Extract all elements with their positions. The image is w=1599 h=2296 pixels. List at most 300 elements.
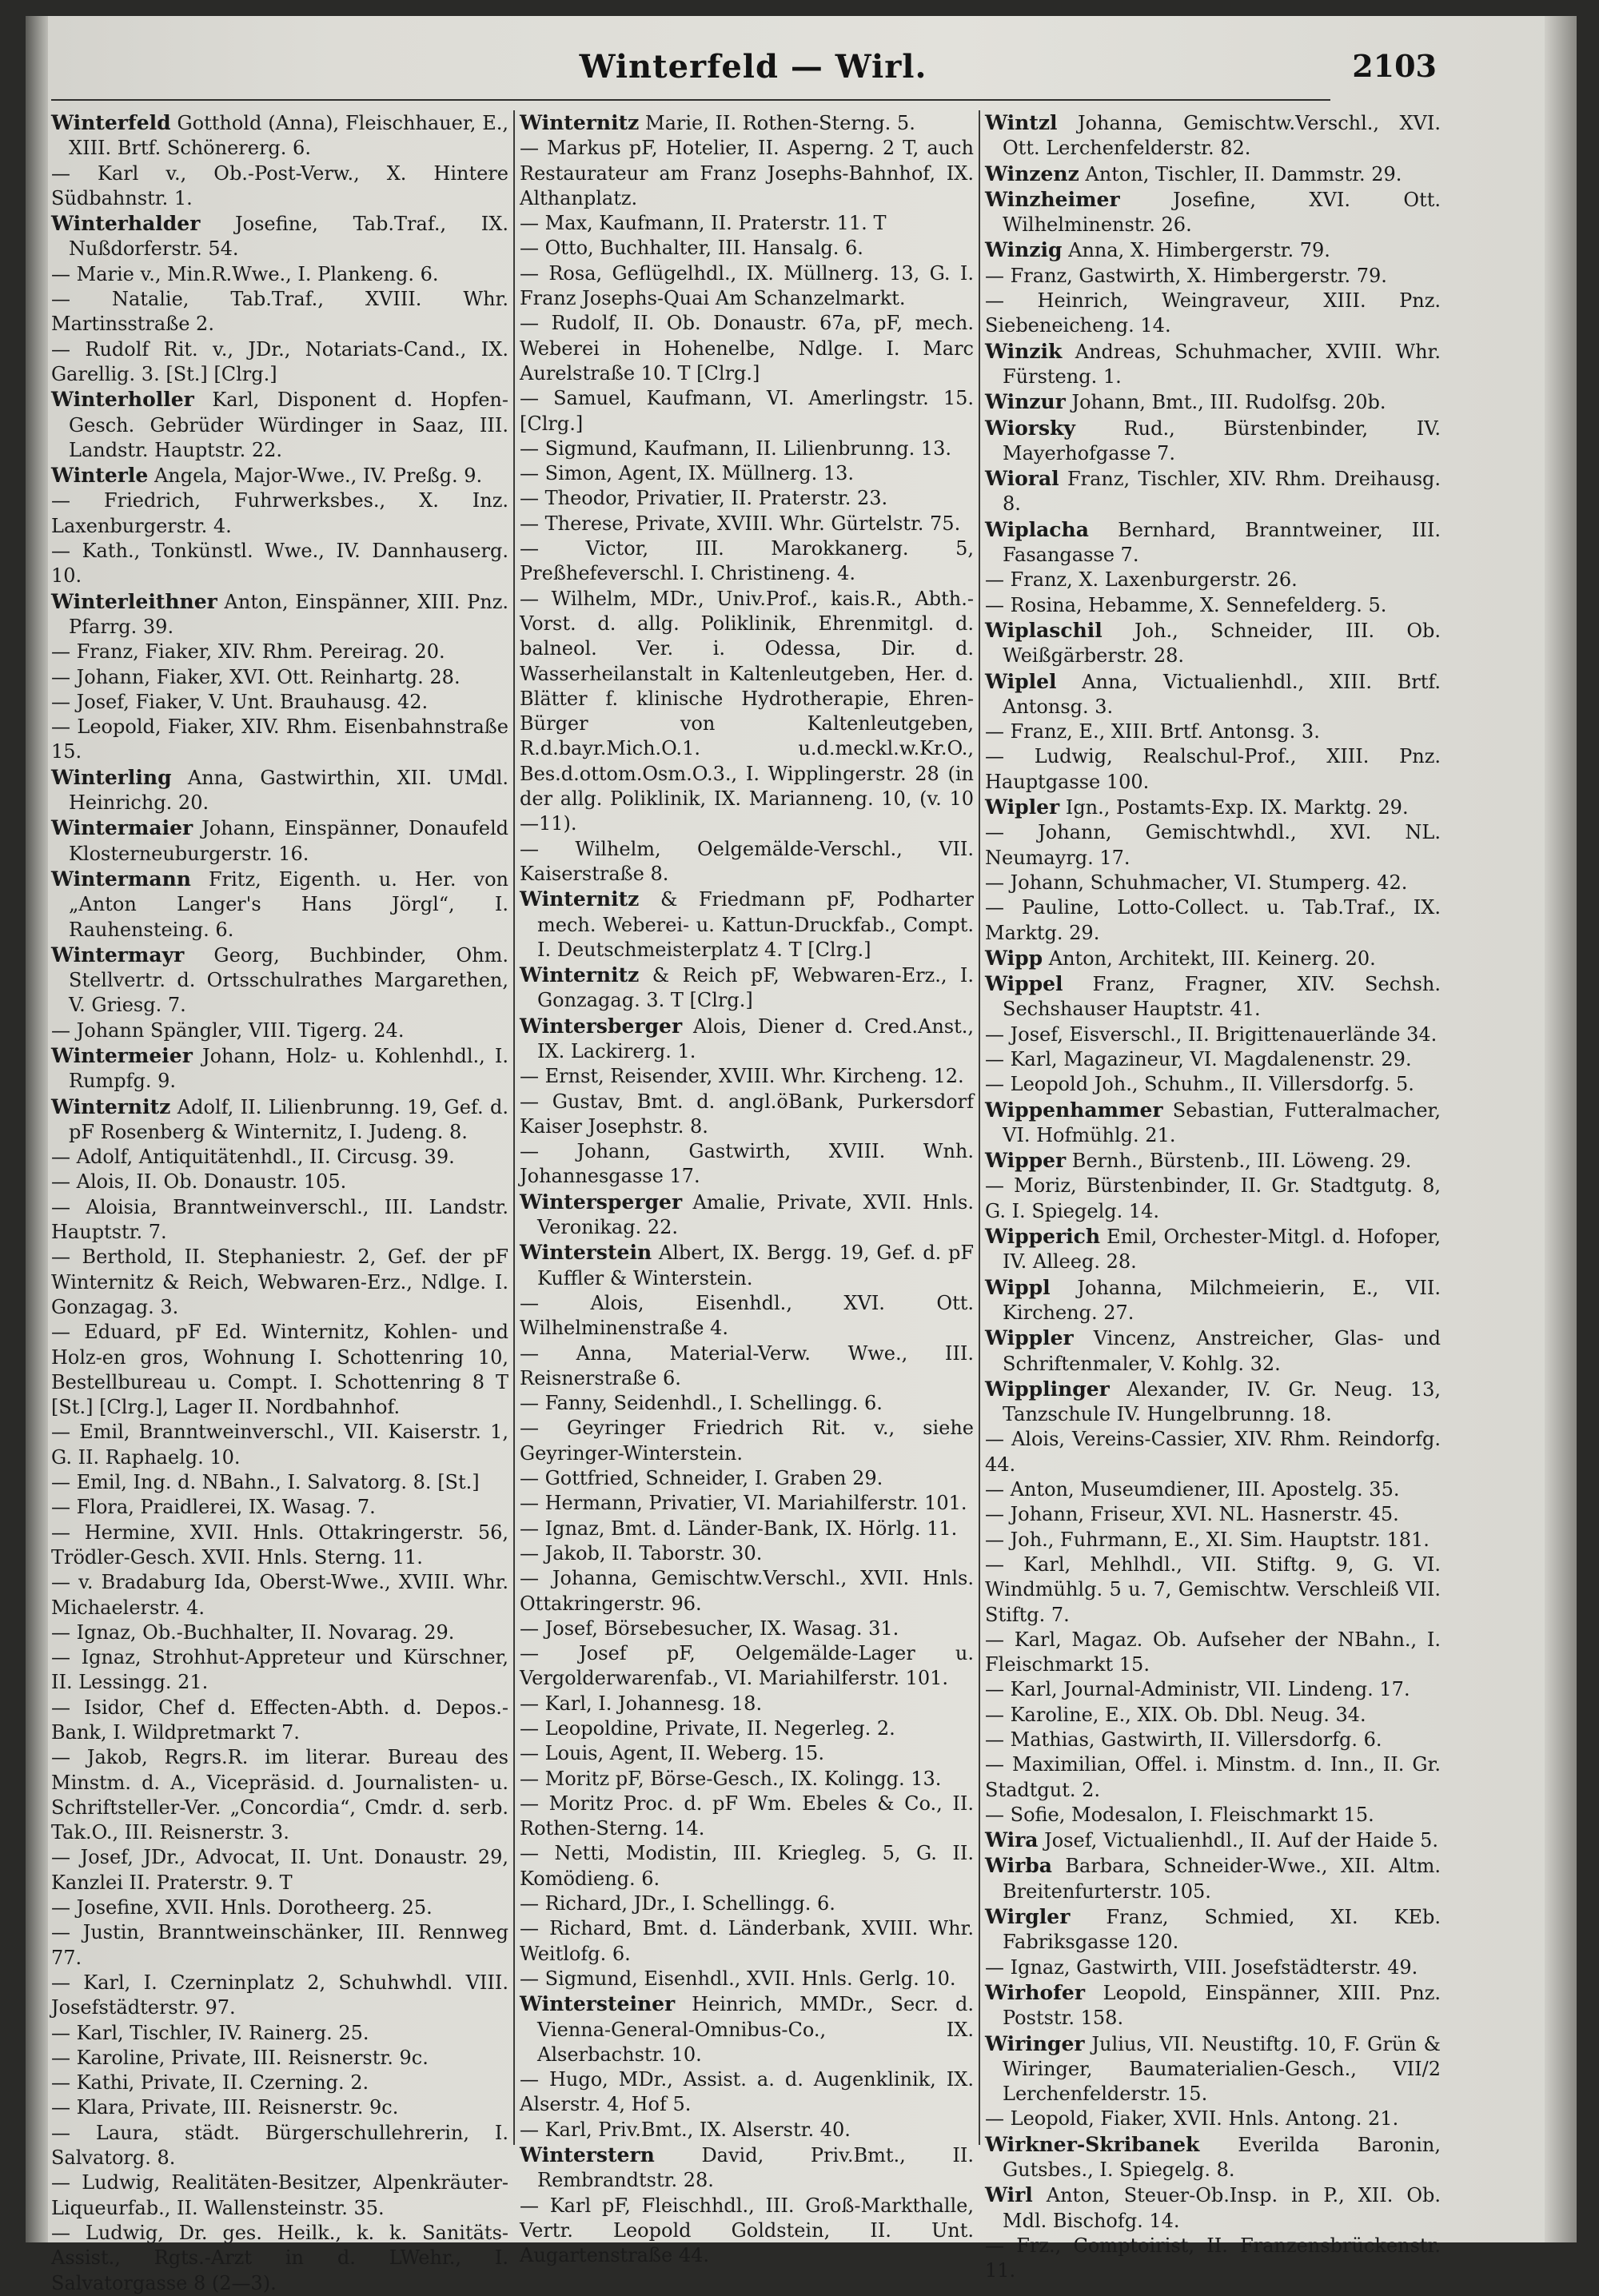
entry-text: — Eduard, pF Ed. Winternitz, Kohlen- und Holz-en gros, Wohnung I. Schottenring 10, Bestellbureau u. Compt. I. Schottenring 8 T [St.] [Clrg.], Lager II. Nordbahnhof. (51, 1321, 508, 1419)
entry-text: — Leopoldine, Private, II. Negerleg. 2. (520, 1717, 895, 1740)
entry-text: — Mathias, Gastwirth, II. Villersdorfg. 6. (985, 1728, 1382, 1751)
directory-entry-header (520, 2143, 974, 2194)
entry-text: — Ludwig, Dr. ges. Heilk., k. k. Sanitäts-Assist., Rgts.-Arzt in d. LWehr., I. Salvatorgasse 8 (2—3). (51, 2221, 508, 2294)
directory-entry (520, 1341, 974, 1392)
directory-entry (520, 2194, 974, 2269)
directory-entry (51, 1696, 508, 1746)
entry-text: — Wilhelm, MDr., Univ.Prof., kais.R., Abth.-Vorst. d. allg. Poliklinik, Ehrenmitgl. d. balneol. Ver. i. Odessa, Dir. d. Wasserheilanstalt in Kaltenleutgeben, Her. d. Blätter f. klinische Hydrotherapie, Ehren-Bürger von Kaltenleutgeben, R.d.bayr.Mich.O.1. u.d.meckl.w.Kr.O., Bes.d.ottom.Osm.O.3., I. Wipplingerstr. 28 (in der allg. Poliklinik, IX. Marianneng. 10, (v. 10—11). (520, 587, 974, 835)
directory-entry (51, 1745, 508, 1845)
entry-text: — Max, Kaufmann, II. Praterstr. 11. T (520, 212, 887, 235)
entry-text: Barbara, Schneider-Wwe., XII. Altm. Breitenfurterstr. 105. (1003, 1855, 1441, 1903)
directory-entry-header (985, 2031, 1441, 2107)
entry-text: — Victor, III. Marokkanerg. 5, Preßhefeverschl. I. Christineng. 4. (520, 537, 974, 585)
entry-text: — Karl, I. Johannesg. 18. (520, 1692, 763, 1715)
entry-text: — Karoline, E., XIX. Ob. Dbl. Neug. 34. (985, 1703, 1366, 1726)
directory-entry (520, 2118, 974, 2143)
entry-surname: Wintermeier (51, 1043, 193, 1067)
directory-entry-header (51, 1094, 508, 1146)
entry-surname: Wirba (985, 1854, 1052, 1878)
directory-entry (520, 587, 974, 837)
directory-entry (51, 1018, 508, 1043)
entry-text: — Sigmund, Eisenhdl., XVII. Hnls. Gerlg. 10. (520, 1967, 956, 1990)
directory-entry (51, 488, 508, 539)
directory-entry (985, 744, 1441, 795)
directory-entry-header (985, 795, 1441, 820)
entry-text: — Karl, Magaz. Ob. Aufseher der NBahn., I. Fleischmarkt 15. (985, 1628, 1441, 1676)
directory-entry (985, 2234, 1441, 2284)
directory-entry (985, 895, 1441, 946)
entry-text: — Ludwig, Realschul-Prof., XIII. Pnz. Hauptgasse 100. (985, 745, 1441, 793)
entry-text: — Emil, Branntweinverschl., VII. Kaiserstr. 1, G. II. Raphaelg. 10. (51, 1421, 508, 1469)
entry-text: — Rosa, Geflügelhdl., IX. Müllnerg. 13, G. I. Franz Josephs-Quai Am Schanzelmarkt. (520, 261, 974, 310)
directory-entry (520, 311, 974, 386)
entry-text: & Friedmann pF, Podharter mech. Weberei- u. Kattun-Druckfab., Compt. I. Deutschmeisterplatz 4. T [Clrg.] (537, 888, 974, 961)
entry-surname: Wipplinger (985, 1377, 1110, 1401)
directory-entry (51, 665, 508, 690)
directory-entry (520, 1716, 974, 1741)
entry-surname: Wintersteiner (520, 1992, 676, 2016)
entry-text: — Sigmund, Kaufmann, II. Lilienbrunng. 13. (520, 436, 952, 460)
entry-text: — Karl, I. Czerninplatz 2, Schuhwhdl. VIII. Josefstädterstr. 97. (51, 1971, 508, 2019)
entry-text: — Justin, Branntweinschänker, III. Rennweg 77. (51, 1921, 508, 1969)
page-number: 2103 (1352, 48, 1437, 84)
entry-text: — Franz, Gastwirth, X. Himbergerstr. 79. (985, 264, 1387, 287)
entry-text: — Josef pF, Oelgemälde-Lager u. Vergolderwarenfab., VI. Mariahilferstr. 101. (520, 1642, 974, 1690)
entry-text: — Alois, Eisenhdl., XVI. Ott. Wilhelminenstraße 4. (520, 1291, 974, 1340)
entry-surname: Winterleithner (51, 589, 217, 613)
entry-text: Alexander, IV. Gr. Neug. 13, Tanzschule IV. Hungelbrunng. 18. (1003, 1377, 1441, 1426)
directory-entry (520, 1841, 974, 1891)
entry-text: Anton, Architekt, III. Keinerg. 20. (1043, 947, 1376, 970)
entry-surname: Wipler (985, 795, 1060, 819)
entry-text: — Berthold, II. Stephaniestr. 2, Gef. der pF Winternitz & Reich, Webwaren-Erz., Ndlge. I. Gonzagag. 3. (51, 1246, 508, 1318)
entry-text: — Moritz Proc. d. pF Wm. Ebeles & Co., II. Rothen-Sterng. 14. (520, 1792, 974, 1840)
entry-text: Bernh., Bürstenb., III. Löweng. 29. (1066, 1150, 1412, 1173)
directory-entry (51, 161, 508, 212)
directory-entry-header (985, 1224, 1441, 1275)
directory-entry (985, 871, 1441, 895)
entry-text: Julius, VII. Neustiftg. 10, F. Grün & Wiringer, Baumaterialien-Gesch., VII/2 Lerchenfelderstr. 15. (1003, 2032, 1441, 2106)
directory-entry-header (51, 387, 508, 463)
entry-text: Bernhard, Branntweiner, III. Fasangasse 7. (1003, 518, 1441, 567)
directory-entry (51, 640, 508, 664)
directory-entry (985, 1022, 1441, 1047)
entry-text: — Leopold Joh., Schuhm., II. Villersdorfg. 5. (985, 1073, 1414, 1096)
entry-surname: Winzenz (985, 161, 1079, 185)
directory-entry-header (985, 187, 1441, 238)
directory-entry (520, 1692, 974, 1716)
entry-text: — Franz, X. Laxenburgerstr. 26. (985, 568, 1298, 592)
entry-text: — Hugo, MDr., Assist. a. d. Augenklinik, IX. Alserstr. 4, Hof 5. (520, 2068, 974, 2116)
directory-entry (51, 1320, 508, 1420)
directory-entry (51, 2121, 508, 2171)
entry-text: Anton, Tischler, II. Dammstr. 29. (1079, 162, 1402, 185)
entry-text: — Aloisia, Branntweinverschl., III. Landstr. Hauptstr. 7. (51, 1195, 508, 1244)
directory-entry-header (985, 2132, 1441, 2183)
entry-text: — Johann Spängler, VIII. Tigerg. 24. (51, 1018, 405, 1042)
directory-entry (51, 1495, 508, 1520)
entry-surname: Wiplacha (985, 517, 1089, 541)
directory-entry-header (520, 1240, 974, 1291)
directory-entry (985, 593, 1441, 618)
directory-entry-header (985, 110, 1441, 161)
entry-text: David, Priv.Bmt., II. Rembrandtstr. 28. (537, 2144, 974, 2192)
directory-entry-header (520, 963, 974, 1014)
entry-text: Johann, Holz- u. Kohlenhdl., I. Rumpfg. 9. (69, 1044, 508, 1093)
entry-text: Johanna, Gemischtw.Verschl., XVI. Ott. Lerchenfelderstr. 82. (1003, 112, 1441, 160)
directory-entry (985, 1502, 1441, 1527)
entry-text: — Kathi, Private, II. Czerning. 2. (51, 2071, 369, 2095)
entry-text: — Josefine, XVII. Hnls. Dorotheerg. 25. (51, 1896, 433, 1919)
entry-text: — Otto, Buchhalter, III. Hansalg. 6. (520, 237, 863, 260)
directory-entry (51, 2170, 508, 2221)
directory-entry-header (985, 971, 1441, 1022)
directory-entry (520, 1291, 974, 1341)
entry-text: — Geyringer Friedrich Rit. v., siehe Geyringer-Winterstein. (520, 1417, 974, 1465)
entry-text: — Klara, Private, III. Reisnerstr. 9c. (51, 2096, 399, 2119)
entry-text: — Ignaz, Bmt. d. Länder-Bank, IX. Hörlg. 11. (520, 1517, 958, 1540)
directory-entry-header (520, 1190, 974, 1241)
entry-text: — Hermann, Privatier, VI. Mariahilferstr. 101. (520, 1492, 967, 1515)
directory-entry (520, 1641, 974, 1692)
directory-entry (520, 136, 974, 211)
entry-text: — Simon, Agent, IX. Müllnerg. 13. (520, 462, 855, 485)
directory-entry (520, 1391, 974, 1416)
entry-text: — Samuel, Kaufmann, VI. Amerlingstr. 15. [Clrg.] (520, 387, 974, 435)
entry-text: — Johanna, Gemischtw.Verschl., XVII. Hnls. Ottakringerstr. 96. (520, 1567, 974, 1615)
directory-entry (520, 461, 974, 486)
entry-text: Amalie, Private, XVII. Hnls. Veronikag. 22. (537, 1190, 974, 1239)
entry-text: Josefine, XVI. Ott. Wilhelminenstr. 26. (1003, 188, 1441, 237)
directory-entry (985, 1477, 1441, 1502)
entry-surname: Wippenhammer (985, 1098, 1163, 1122)
entry-text: Andreas, Schuhmacher, XVIII. Whr. Fürsteng. 1. (1003, 340, 1441, 388)
entry-text: — Markus pF, Hotelier, II. Asperng. 2 T, auch Restaurateur am Franz Josephs-Bahnhof, IX. Althanplatz. (520, 137, 974, 209)
entry-text: — Natalie, Tab.Traf., XVIII. Whr. Martinsstraße 2. (51, 288, 508, 336)
directory-entry-header (985, 669, 1441, 720)
directory-entry (985, 1174, 1441, 1224)
entry-text: — Emil, Ing. d. NBahn., I. Salvatorg. 8. [St.] (51, 1471, 480, 1494)
directory-entry-header (985, 466, 1441, 517)
directory-entry (520, 261, 974, 312)
directory-entry (985, 1047, 1441, 1072)
entry-text: — Fanny, Seidenhdl., I. Schellingg. 6. (520, 1392, 883, 1415)
directory-entry-header (985, 1904, 1441, 1955)
entry-surname: Wiringer (985, 2031, 1085, 2055)
entry-text: — Rudolf, II. Ob. Donaustr. 67a, pF, mech. Weberei in Hohenelbe, Ndlge. I. Marc Aurelstraße 10. T [Clrg.] (520, 312, 974, 385)
directory-entry (520, 1466, 974, 1491)
directory-entry (985, 568, 1441, 592)
entry-text: — Marie v., Min.R.Wwe., I. Plankeng. 6. (51, 262, 439, 285)
entry-text: — Leopold, Fiaker, XVII. Hnls. Antong. 21. (985, 2107, 1399, 2131)
entry-surname: Wintermayr (51, 943, 185, 967)
entry-surname: Wiplel (985, 669, 1057, 693)
directory-entry-header (51, 867, 508, 943)
entry-surname: Wippler (985, 1326, 1074, 1350)
entry-surname: Winterfeld (51, 111, 171, 134)
entry-surname: Wintermaier (51, 816, 193, 840)
entry-text: — Richard, JDr., I. Schellingg. 6. (520, 1892, 835, 1915)
entry-text: — Theodor, Privatier, II. Praterstr. 23. (520, 487, 888, 510)
entry-surname: Wipp (985, 946, 1043, 970)
entry-text: — Ernst, Reisender, XVIII. Whr. Kircheng. 12. (520, 1065, 964, 1088)
directory-entry (985, 1528, 1441, 1553)
entry-surname: Wirgler (985, 1905, 1071, 1929)
entry-text: — Josef, Eisverschl., II. Brigittenauerlände 34. (985, 1022, 1438, 1046)
entry-text: — Jakob, Regrs.R. im literar. Bureau des Minstm. d. A., Vicepräsid. d. Journalisten- u. Schriftsteller-Ver. „Concordia“, Cmdr. d. serb. Tak.O., III. Reisnerstr. 3. (51, 1746, 508, 1844)
entry-surname: Winzik (985, 339, 1063, 363)
directory-entry (51, 2046, 508, 2071)
entry-text: — Karl, Journal-Administr, VII. Lindeng. 17. (985, 1678, 1410, 1701)
entry-text: — Karl, Mehlhdl., VII. Stiftg. 9, G. VI. Windmühlg. 5 u. 7, Gemischtw. Verschleiß VII. Stiftg. 7. (985, 1553, 1441, 1626)
directory-entry-header (51, 211, 508, 262)
entry-text: — Wilhelm, Oelgemälde-Verschl., VII. Kaiserstraße 8. (520, 837, 974, 885)
entry-text: — Rosina, Hebamme, X. Sennefelderg. 5. (985, 593, 1387, 616)
entry-text: Georg, Buchbinder, Ohm. Stellvertr. d. Ortsschulrathes Margarethen, V. Griesg. 7. (69, 943, 508, 1017)
entry-text: — Josef, Fiaker, V. Unt. Brauhausg. 42. (51, 690, 429, 713)
entry-text: — v. Bradaburg Ida, Oberst-Wwe., XVIII. Whr. Michaelerstr. 4. (51, 1571, 508, 1619)
directory-entry (51, 690, 508, 715)
entry-surname: Wiplaschil (985, 618, 1103, 642)
entry-surname: Wintersberger (520, 1014, 683, 1038)
entry-text: — Flora, Praidlerei, IX. Wasag. 7. (51, 1496, 376, 1519)
entry-text: — Johann, Fiaker, XVI. Ott. Reinhartg. 28. (51, 665, 461, 688)
directory-entry (520, 1064, 974, 1089)
entry-surname: Winternitz (520, 887, 640, 911)
entry-text: — Franz, E., XIII. Brtf. Antonsg. 3. (985, 720, 1320, 743)
directory-entry-header (985, 618, 1441, 669)
entry-text: Anton, Einspänner, XIII. Pnz. Pfarrg. 39. (69, 590, 508, 638)
entry-surname: Wippl (985, 1275, 1051, 1299)
directory-entry (520, 1967, 974, 1991)
directory-entry-header (985, 1148, 1441, 1174)
running-head: Winterfeld — Wirl. (579, 48, 927, 86)
directory-entry (51, 287, 508, 337)
directory-entry (520, 236, 974, 261)
directory-entry-header (520, 887, 974, 963)
directory-entry-header (51, 589, 508, 640)
entry-text: Anna, X. Himbergerstr. 79. (1062, 239, 1330, 262)
entry-text: — Ignaz, Gastwirth, VIII. Josefstädterstr. 49. (985, 1955, 1418, 1979)
directory-entry (985, 820, 1441, 871)
entry-surname: Wippel (985, 972, 1063, 996)
entry-text: & Reich pF, Webwaren-Erz., I. Gonzagag. 3. T [Clrg.] (537, 964, 974, 1012)
entry-text: — Hermine, XVII. Hnls. Ottakringerstr. 56, Trödler-Gesch. XVII. Hnls. Sterng. 11. (51, 1521, 508, 1569)
directory-entry (520, 1767, 974, 1792)
directory-entry (51, 262, 508, 287)
entry-text: Franz, Schmied, XI. KEb. Fabriksgasse 120. (1003, 1906, 1441, 1954)
entry-text: Fritz, Eigenth. u. Her. von „Anton Langer's Hans Jörgl“, I. Rauhensteing. 6. (69, 867, 508, 941)
entry-text: — Moritz pF, Börse-Gesch., IX. Kolingg. 13. (520, 1767, 942, 1790)
entry-text: — Josef, Börsebesucher, IX. Wasag. 31. (520, 1616, 899, 1640)
directory-entry (985, 1427, 1441, 1477)
directory-entry (520, 486, 974, 511)
directory-entry (51, 1971, 508, 2021)
directory-entry-header (520, 1014, 974, 1065)
entry-text: — Laura, städt. Bürgerschullehrerin, I. Salvatorg. 8. (51, 2121, 508, 2170)
entry-surname: Winterhalder (51, 212, 201, 236)
entry-text: — Therese, Private, XVIII. Whr. Gürtelstr. 75. (520, 512, 961, 535)
entry-text: — Johann, Friseur, XVI. NL. Hasnerstr. 45. (985, 1503, 1399, 1526)
entry-text: — Leopold, Fiaker, XIV. Rhm. Eisenbahnstraße 15. (51, 716, 508, 763)
directory-entry (51, 1420, 508, 1470)
directory-entry-header (985, 416, 1441, 467)
entry-text: — Moriz, Bürstenbinder, II. Gr. Stadtgutg. 8, G. I. Spiegelg. 14. (985, 1174, 1441, 1222)
directory-entry (51, 1170, 508, 1194)
entry-text: Alois, Diener d. Cred.Anst., IX. Lackirerg. 1. (537, 1014, 974, 1062)
directory-entry-header (51, 463, 508, 488)
entry-text: — Isidor, Chef d. Effecten-Abth. d. Depos.-Bank, I. Wildpretmarkt 7. (51, 1696, 508, 1744)
directory-entry (520, 1916, 974, 1967)
header-rule (51, 99, 1330, 101)
entry-text: — Kath., Tonkünstl. Wwe., IV. Dannhauserg. 10. (51, 540, 508, 588)
directory-entry-header (985, 517, 1441, 568)
entry-text: Johann, Einspänner, Donaufeld Klosterneuburgerstr. 16. (69, 817, 508, 865)
entry-surname: Wintzl (985, 111, 1058, 134)
directory-entry (985, 1703, 1441, 1728)
entry-surname: Wirhofer (985, 1980, 1085, 2004)
column-divider (513, 110, 515, 2145)
entry-text: Leopold, Einspänner, XIII. Pnz. Poststr. 158. (1003, 1981, 1441, 2030)
entry-text: Adolf, II. Lilienbrunng. 19, Gef. d. pF Rosenberg & Winternitz, I. Judeng. 8. (69, 1095, 508, 1143)
entry-text: — Johann, Schuhmacher, VI. Stumperg. 42. (985, 871, 1408, 894)
entry-surname: Wioral (985, 467, 1059, 491)
entry-text: Heinrich, MMDr., Secr. d. Vienna-General-Omnibus-Co., IX. Alserbachstr. 10. (537, 1993, 974, 2066)
entry-text: Gotthold (Anna), Fleischhauer, E., XIII. Brtf. Schönererg. 6. (69, 112, 508, 160)
directory-entry-header (985, 1828, 1441, 1853)
directory-entry (985, 719, 1441, 744)
entry-text: Josef, Victualienhdl., II. Auf der Haide 5. (1038, 1829, 1439, 1852)
entry-text: — Netti, Modistin, III. Kriegleg. 5, G. II. Komödieng. 6. (520, 1842, 974, 1890)
entry-text: Albert, IX. Bergg. 19, Gef. d. pF Kuffler & Winterstein. (537, 1242, 974, 1290)
directory-column-2 (520, 110, 974, 2267)
entry-text: Angela, Major-Wwe., IV. Preßg. 9. (148, 464, 483, 488)
entry-surname: Winterstein (520, 1241, 652, 1265)
entry-surname: Winternitz (520, 111, 640, 134)
entry-text: — Anna, Material-Verw. Wwe., III. Reisnerstraße 6. (520, 1341, 974, 1389)
directory-entry (51, 1470, 508, 1495)
directory-entry (520, 1792, 974, 1842)
directory-entry (520, 211, 974, 236)
directory-entry (985, 1628, 1441, 1678)
directory-entry (51, 1920, 508, 1971)
entry-text: — Karl v., Ob.-Post-Verw., X. Hintere Südbahnstr. 1. (51, 161, 508, 209)
entry-text: — Josef, JDr., Advocat, II. Unt. Donaustr. 29, Kanzlei II. Praterstr. 9. T (51, 1846, 508, 1894)
entry-text: Johanna, Milchmeierin, E., VII. Kircheng. 27. (1003, 1276, 1441, 1324)
directory-entry (51, 1845, 508, 1895)
entry-text: — Ludwig, Realitäten-Besitzer, Alpenkräuter-Liqueurfab., II. Wallensteinstr. 35. (51, 2171, 508, 2219)
entry-text: — Johann, Gemischtwhdl., XVI. NL. Neumayrg. 17. (985, 821, 1441, 869)
entry-surname: Wiorsky (985, 416, 1075, 440)
directory-entry (520, 1139, 974, 1190)
directory-entry (985, 1803, 1441, 1828)
entry-text: Marie, II. Rothen-Sterng. 5. (639, 112, 915, 134)
directory-entry (985, 289, 1441, 339)
entry-text: Franz, Fragner, XIV. Sechsh. Sechshauser Hauptstr. 41. (1003, 973, 1441, 1021)
entry-text: — Karoline, Private, III. Reisnerstr. 9c. (51, 2046, 429, 2069)
directory-entry (51, 1195, 508, 1246)
directory-entry (985, 1553, 1441, 1628)
entry-text: Anton, Steuer-Ob.Insp. in P., XII. Ob. Mdl. Bischofg. 14. (1003, 2184, 1441, 2232)
entry-surname: Wipper (985, 1149, 1067, 1173)
entry-text: Joh., Schneider, III. Ob. Weißgärberstr. 28. (1003, 619, 1441, 668)
directory-entry (520, 436, 974, 461)
directory-entry-header (51, 943, 508, 1018)
directory-entry-header (985, 1377, 1441, 1428)
entry-surname: Wira (985, 1828, 1039, 1852)
directory-entry (51, 1895, 508, 1920)
directory-entry (985, 1752, 1441, 1803)
directory-entry (51, 337, 508, 388)
directory-entry-header (985, 946, 1441, 971)
entry-text: — Karl, Magazineur, VI. Magdalenenstr. 29. (985, 1047, 1412, 1070)
entry-surname: Wintersperger (520, 1190, 683, 1214)
page-edge-shadow-right (1545, 16, 1577, 2242)
entry-text: — Gustav, Bmt. d. angl.öBank, Purkersdorf Kaiser Josephstr. 8. (520, 1090, 974, 1138)
entry-surname: Winternitz (520, 963, 640, 987)
directory-entry (520, 1616, 974, 1641)
directory-entry (520, 1566, 974, 1616)
directory-entry (51, 1521, 508, 1571)
entry-text: — Jakob, II. Taborstr. 30. (520, 1541, 763, 1565)
directory-entry (985, 264, 1441, 289)
entry-text: Everilda Baronin, Gutsbes., I. Spiegelg. 8. (1003, 2133, 1441, 2182)
directory-entry (520, 1891, 974, 1916)
entry-text: Sebastian, Futteralmacher, VI. Hofmühlg. 21. (1003, 1098, 1441, 1146)
entry-text: — Louis, Agent, II. Weberg. 15. (520, 1742, 824, 1765)
directory-entry (520, 1741, 974, 1766)
directory-entry-header (985, 1275, 1441, 1326)
entry-text: Ign., Postamts-Exp. IX. Marktg. 29. (1059, 796, 1409, 819)
directory-entry-header (51, 1043, 508, 1094)
directory-entry (51, 1570, 508, 1620)
directory-entry-header (985, 389, 1441, 415)
directory-entry-header (51, 815, 508, 867)
directory-entry-header (51, 765, 508, 816)
entry-surname: Winterstern (520, 2143, 655, 2167)
column-divider (979, 110, 980, 2145)
directory-entry (51, 1620, 508, 1645)
directory-entry (520, 1090, 974, 1140)
entry-text: — Ignaz, Strohhut-Appreteur und Kürschner, II. Lessingg. 21. (51, 1646, 508, 1694)
entry-surname: Winterholler (51, 388, 194, 412)
entry-text: Anna, Gastwirthin, XII. UMdl. Heinrichg. 20. (69, 766, 508, 815)
directory-entry (51, 2071, 508, 2095)
entry-surname: Winternitz (51, 1094, 171, 1118)
entry-surname: Winzig (985, 238, 1063, 262)
directory-entry (520, 1491, 974, 1516)
entry-text: — Alois, II. Ob. Donaustr. 105. (51, 1170, 347, 1194)
entry-text: — Franz, Fiaker, XIV. Rhm. Pereirag. 20. (51, 640, 445, 664)
entry-text: — Karl, Priv.Bmt., IX. Alserstr. 40. (520, 2118, 851, 2141)
directory-entry (985, 1072, 1441, 1097)
directory-entry (51, 2221, 508, 2296)
entry-text: — Heinrich, Weingraveur, XIII. Pnz. Siebeneicheng. 14. (985, 289, 1441, 337)
entry-text: Anna, Victualienhdl., XIII. Brtf. Antonsg. 3. (1003, 670, 1441, 718)
entry-text: Emil, Orchester-Mitgl. d. Hofoper, IV. Alleeg. 28. (1003, 1226, 1441, 1274)
entry-text: — Ignaz, Ob.-Buchhalter, II. Novarag. 29. (51, 1620, 455, 1644)
entry-surname: Wirkner-Skribanek (985, 2132, 1200, 2156)
entry-text: — Richard, Bmt. d. Länderbank, XVIII. Whr. Weitlofg. 6. (520, 1917, 974, 1965)
entry-text: — Johann, Gastwirth, XVIII. Wnh. Johannesgasse 17. (520, 1140, 974, 1188)
entry-surname: Winzheimer (985, 187, 1120, 211)
entry-surname: Winterle (51, 464, 149, 488)
directory-page (26, 16, 1577, 2294)
directory-entry (520, 536, 974, 587)
directory-entry-header (985, 1980, 1441, 2031)
directory-entry (51, 539, 508, 589)
directory-entry-header (51, 110, 508, 161)
